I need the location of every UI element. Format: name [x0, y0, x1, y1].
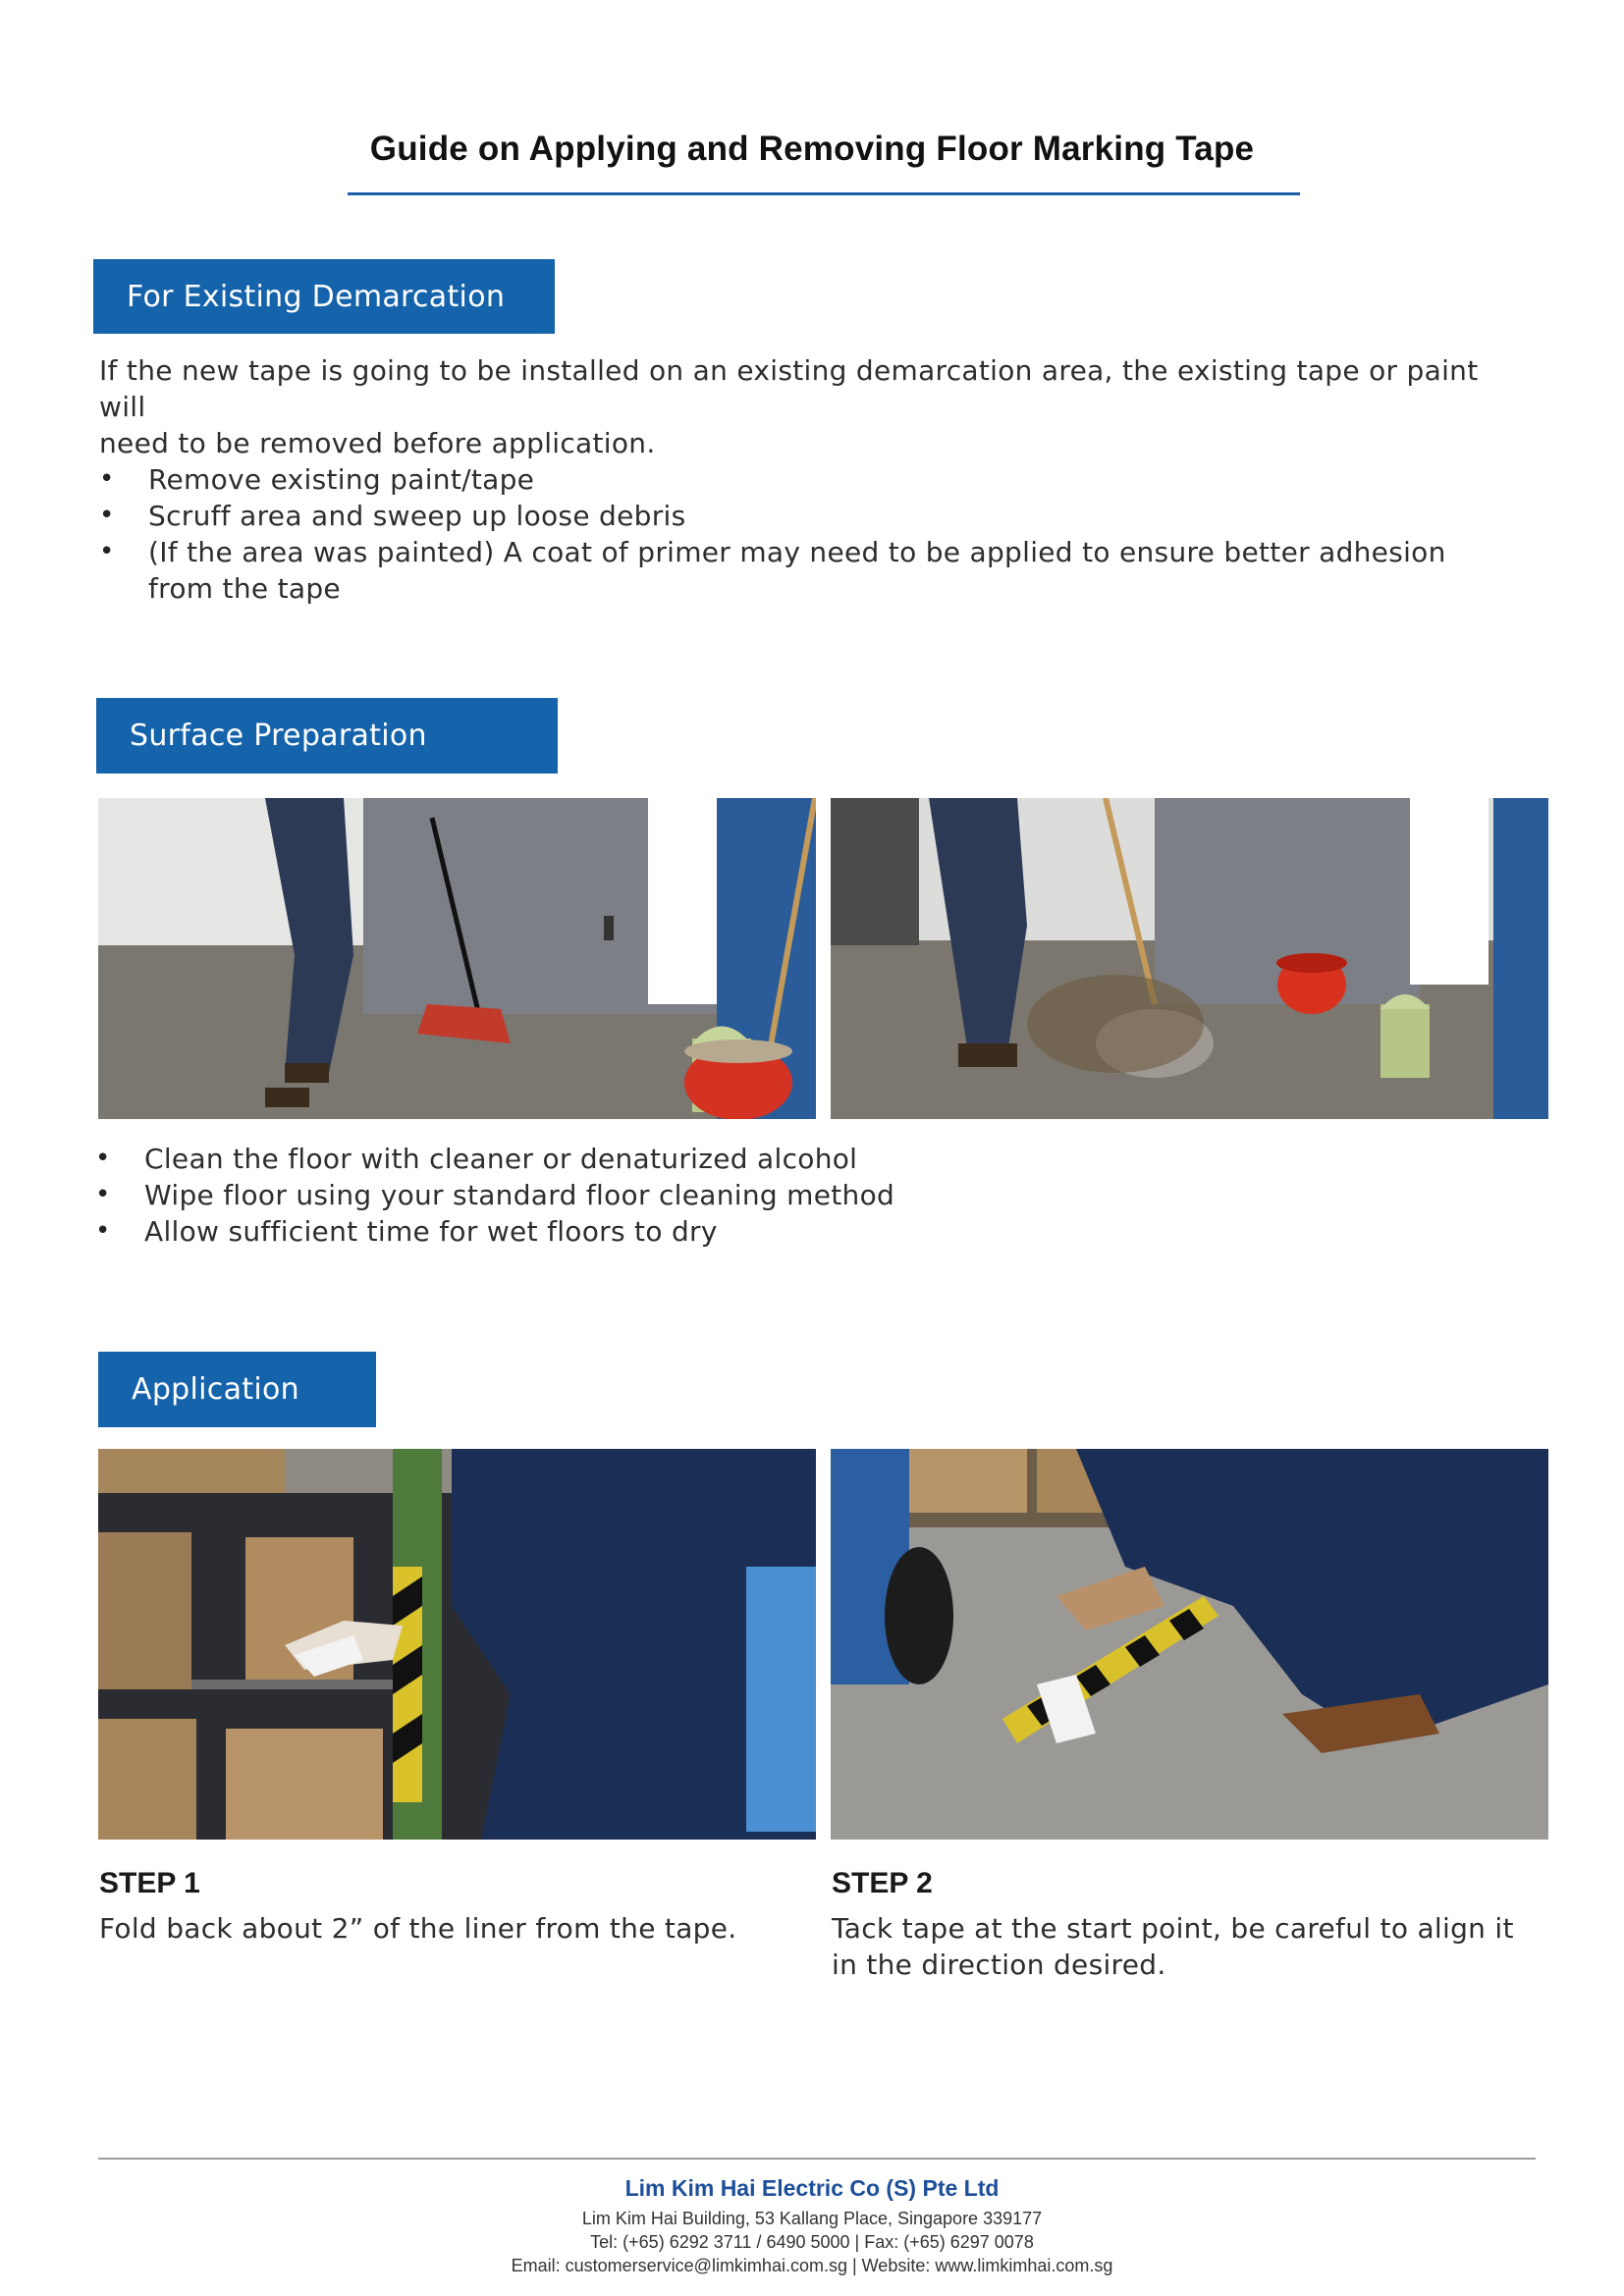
- photo-mopping-floor: [831, 798, 1548, 1119]
- existing-intro-line-2: need to be removed before application.: [99, 427, 656, 459]
- step2-title: STEP 2: [832, 1867, 933, 1899]
- photo-step2-tack-tape: [831, 1449, 1548, 1840]
- existing-intro: [99, 352, 1533, 461]
- list-item: • Wipe floor using your standard floor cleaning method: [95, 1177, 1077, 1213]
- footer-email-website: Email: customerservice@limkimhai.com.sg | Website: www.limkimhai.com.sg: [511, 2256, 1113, 2275]
- footer-company-name: Lim Kim Hai Electric Co (S) Pte Ltd: [624, 2175, 1000, 2201]
- surface-bullet-list: [95, 1141, 1077, 1250]
- existing-bullet-list: [99, 461, 1474, 607]
- title-underline: [348, 192, 1300, 195]
- step2-text: Tack tape at the start point, be careful to align it in the direction desired.: [832, 1912, 1514, 1981]
- list-item: • Allow sufficient time for wet floors to dry: [95, 1213, 1077, 1250]
- section-heading-surface-preparation: Surface Preparation: [96, 698, 558, 774]
- list-item: • Remove existing paint/tape: [99, 461, 1474, 498]
- photo-step1-fold-liner: [98, 1449, 816, 1840]
- footer-phone-fax: Tel: (+65) 6292 3711 / 6490 5000 | Fax: (+65) 6297 0078: [590, 2232, 1034, 2252]
- list-item: • Scruff area and sweep up loose debris: [99, 498, 1474, 534]
- step1-text: Fold back about 2” of the liner from the tape.: [99, 1912, 737, 1945]
- footer-divider: [98, 2158, 1536, 2160]
- section-heading-application: Application: [98, 1352, 376, 1427]
- list-item: • Clean the floor with cleaner or denaturized alcohol: [95, 1141, 1077, 1177]
- list-item: • (If the area was painted) A coat of primer may need to be applied to ensure better adhesion from the tape: [99, 534, 1484, 607]
- footer-address: Lim Kim Hai Building, 53 Kallang Place, Singapore 339177: [581, 2209, 1043, 2228]
- photo-sweeping-floor: [98, 798, 816, 1119]
- existing-intro-line-1: If the new tape is going to be installed on an existing demarcation area, the existing tape or paint will: [99, 354, 1479, 423]
- page-title: Guide on Applying and Removing Floor Marking Tape: [369, 130, 1255, 168]
- step1-title: STEP 1: [99, 1867, 200, 1899]
- section-heading-existing-demarcation: For Existing Demarcation: [93, 259, 555, 334]
